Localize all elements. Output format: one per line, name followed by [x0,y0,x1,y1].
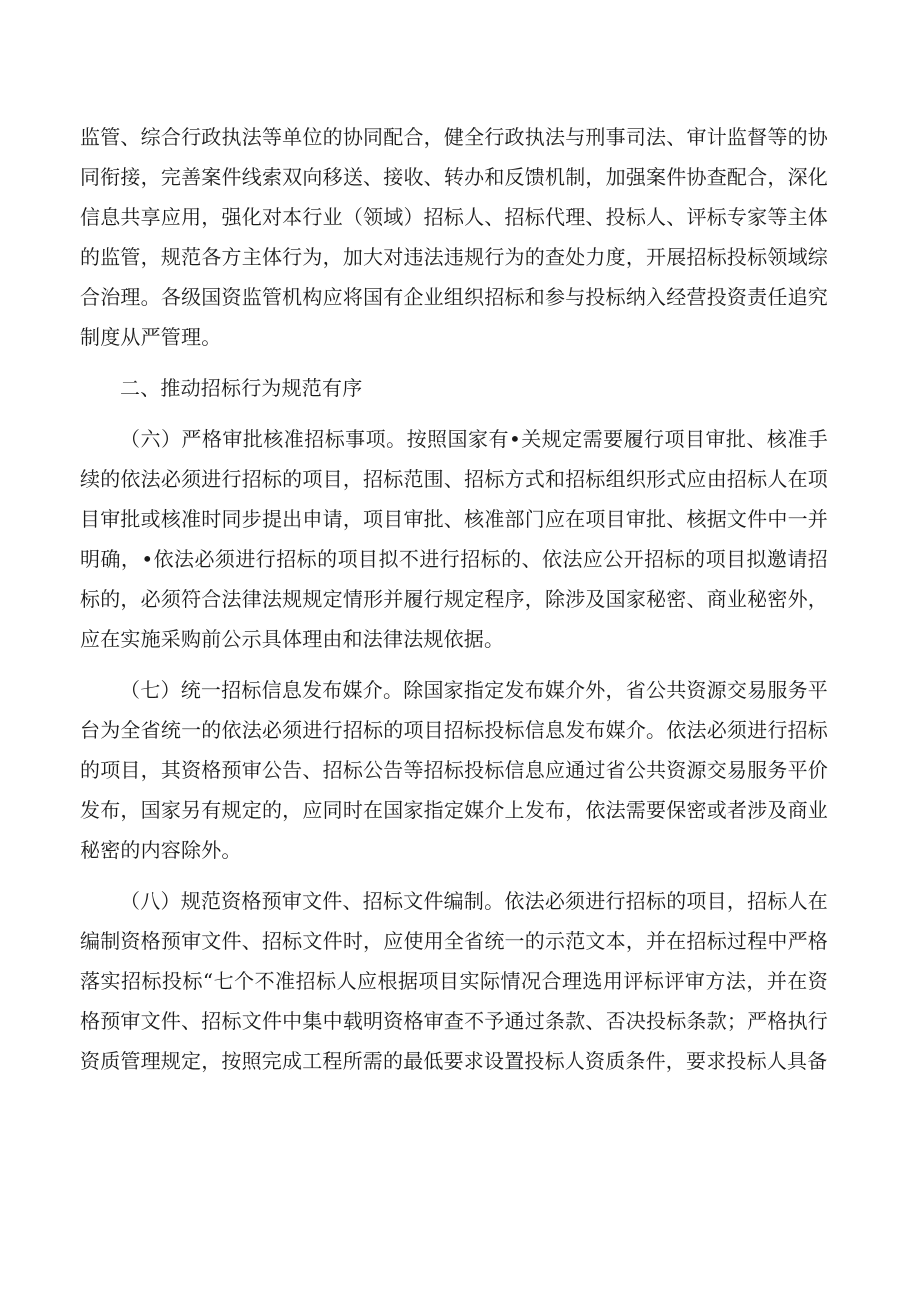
paragraph-item-8: （八）规范资格预审文件、招标文件编制。依法必须进行招标的项目，招标人在编制资格预审文件、招标文件时，应使用全省统一的示范文本，并在招标过程中严格落实招标投标“七个不准招标人应根据项目实际情况合理选用评标评审方法，并在资格预审文件、招标文件中集中载明资格审查不予通过条款、否决投标条款；严格执行资质管理规定，按照完成工程所需的最低要求设置投标人资质条件，要求投标人具备 [80,889,828,1073]
paragraph-item-6: （六）严格审批核准招标事项。按照国家有•关规定需要履行项目审批、核准手续的依法必须进行招标的项目，招标范围、招标方式和招标组织形式应由招标人在项目审批或核准时同步提出申请，项目审批、核准部门应在项目审批、核据文件中一并明确，•依法必须进行招标的项目拟不进行招标的、依法应公开招标的项目拟邀请招标的，必须符合法律法规规定情形并履行规定程序，除涉及国家秘密、商业秘密外，应在实施采购前公示具体理由和法律法规依据。 [80,427,828,651]
document-page [80,117,828,1081]
paragraph-continuation: 监管、综合行政执法等单位的协同配合，健全行政执法与刑事司法、审计监督等的协同衔接，完善案件线索双向移送、接收、转办和反馈机制，加强案件协查配合，深化信息共享应用，强化对本行业（领域）招标人、招标代理、投标人、评标专家等主体的监管，规范各方主体行为，加大对违法违规行为的查处力度，开展招标投标领域综合治理。各级国资监管机构应将国有企业组织招标和参与投标纳入经营投资责任追究制度从严管理。 [80,125,828,349]
paragraph-item-7: （七）统一招标信息发布媒介。除国家指定发布媒介外，省公共资源交易服务平台为全省统一的依法必须进行招标的项目招标投标信息发布媒介。依法必须进行招标的项目，其资格预审公告、招标公告等招标投标信息应通过省公共资源交易服务平价发布，国家另有规定的，应同时在国家指定媒介上发布，依法需要保密或者涉及商业秘密的内容除外。 [80,678,828,862]
section-heading-2: 二、推动招标行为规范有序 [120,376,363,400]
